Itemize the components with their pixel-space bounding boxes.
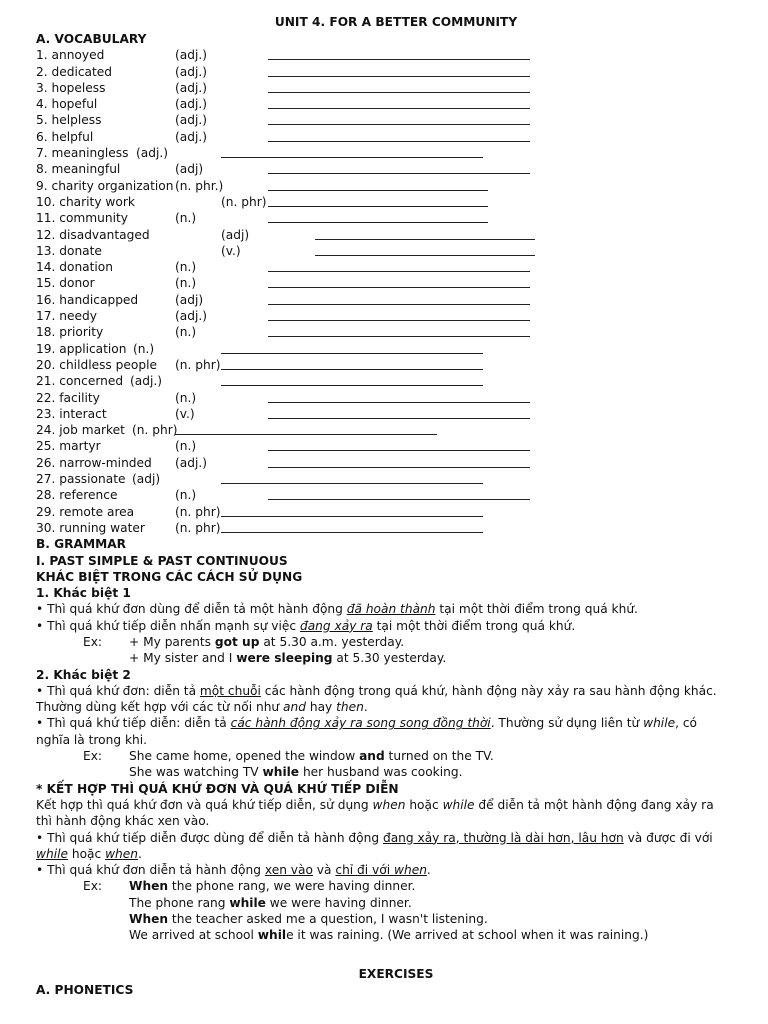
answer-blank[interactable]: [268, 292, 530, 305]
vocab-row: [36, 275, 736, 291]
spacer: [36, 944, 736, 966]
vocab-row: [36, 308, 736, 324]
vocab-row: [36, 259, 736, 275]
vocab-row: [36, 341, 736, 357]
vocab-pos: (adj): [132, 472, 161, 487]
vocab-word: 6. helpful: [36, 129, 94, 144]
vocab-pos: (n. phr): [221, 194, 267, 209]
vocab-pos: (adj.): [175, 80, 207, 95]
vocab-pos: (adj): [175, 292, 204, 307]
vocab-word: 1. annoyed: [36, 48, 105, 63]
vocab-pos: (n.): [175, 439, 197, 454]
vocab-heading: A. VOCABULARY: [36, 32, 147, 46]
vocab-pos: (v.): [221, 243, 241, 258]
vocab-row: [36, 47, 736, 63]
vocab-pos: (adj.): [175, 113, 207, 128]
vocab-pos: (v.): [175, 406, 195, 421]
answer-blank[interactable]: [268, 438, 530, 451]
combo-example-2: The phone rang while we were having dinner.: [129, 895, 412, 910]
vocab-pos: (adj.): [136, 146, 168, 161]
vocab-word: 18. priority: [36, 325, 104, 340]
vocab-list: [36, 47, 736, 536]
diff1-title: 1. Khác biệt 1: [36, 586, 131, 601]
vocab-pos: (n.): [175, 488, 197, 503]
vocab-pos: (adj.): [175, 97, 207, 112]
vocab-word: 19. application: [36, 341, 127, 356]
vocab-row: [36, 406, 736, 422]
answer-blank[interactable]: [268, 324, 530, 337]
answer-blank[interactable]: [268, 259, 530, 272]
diff1-example-2: + My sister and I were sleeping at 5.30 yesterday.: [129, 651, 447, 666]
vocab-word: 30. running water: [36, 520, 145, 535]
answer-blank[interactable]: [315, 243, 535, 256]
combo-title: * KẾT HỢP THÌ QUÁ KHỨ ĐƠN VÀ QUÁ KHỨ TIẾP DIỄN: [36, 781, 399, 796]
vocab-row: [36, 324, 736, 340]
vocab-word: 20. childless people: [36, 357, 157, 372]
vocab-row: [36, 390, 736, 406]
answer-blank[interactable]: [268, 406, 530, 419]
vocab-word: 21. concerned: [36, 374, 124, 389]
vocab-row: [36, 80, 736, 96]
vocab-word: 14. donation: [36, 260, 113, 275]
vocab-word: 10. charity work: [36, 194, 135, 209]
vocab-word: 22. facility: [36, 390, 100, 405]
answer-blank[interactable]: [221, 145, 483, 158]
combo-example-4: We arrived at school while it was raining. (We arrived at school when it was raining.): [129, 928, 649, 943]
vocab-pos: (adj): [175, 162, 204, 177]
answer-blank[interactable]: [268, 178, 488, 191]
vocab-word: 7. meaningless: [36, 146, 129, 161]
answer-blank[interactable]: [268, 275, 530, 288]
vocab-row: [36, 292, 736, 308]
vocab-word: 11. community: [36, 211, 128, 226]
vocab-word: 25. martyr: [36, 439, 101, 454]
answer-blank[interactable]: [221, 471, 483, 484]
vocab-row: [36, 438, 736, 454]
vocab-word: 4. hopeful: [36, 97, 98, 112]
vocab-word: 28. reference: [36, 488, 118, 503]
vocab-row: [36, 178, 736, 194]
diff2-bullet-2: • Thì quá khứ tiếp diễn: diễn tả các hành động xảy ra song song đồng thời. Thường sử dụng liên từ while, có nghĩa là trong khi.: [36, 716, 697, 747]
diff2-example-2: She was watching TV while her husband was cooking.: [129, 765, 463, 780]
vocab-word: 2. dedicated: [36, 64, 113, 79]
answer-blank[interactable]: [268, 112, 530, 125]
answer-blank[interactable]: [268, 64, 530, 77]
phonetics-heading: A. PHONETICS: [36, 982, 134, 997]
answer-blank[interactable]: [221, 520, 483, 533]
worksheet-page: [36, 14, 736, 998]
answer-blank[interactable]: [268, 129, 530, 142]
vocab-pos: (n. phr.): [175, 178, 224, 193]
vocab-row: [36, 455, 736, 471]
answer-blank[interactable]: [175, 422, 437, 435]
vocab-row: [36, 210, 736, 226]
answer-blank[interactable]: [268, 194, 488, 207]
vocab-word: 8. meaningful: [36, 162, 121, 177]
vocab-row: [36, 145, 736, 161]
vocab-row: [36, 96, 736, 112]
vocab-pos: (n.): [175, 211, 197, 226]
vocab-word: 16. handicapped: [36, 292, 139, 307]
answer-blank[interactable]: [268, 210, 488, 223]
vocab-row: [36, 373, 736, 389]
vocab-pos: (n.): [175, 325, 197, 340]
answer-blank[interactable]: [268, 308, 530, 321]
answer-blank[interactable]: [268, 161, 530, 174]
combo-example-1: Ex: When the phone rang, we were having dinner.: [83, 879, 416, 894]
vocab-pos: (n.): [175, 260, 197, 275]
answer-blank[interactable]: [221, 373, 483, 386]
vocab-pos: (n. phr): [175, 520, 221, 535]
vocab-pos: (n. phr): [175, 504, 221, 519]
answer-blank[interactable]: [268, 96, 530, 109]
diff1-example-1: Ex: + My parents got up at 5.30 a.m. yesterday.: [83, 634, 405, 649]
vocab-row: [36, 504, 736, 520]
vocab-pos: (n.): [175, 390, 197, 405]
vocab-pos: (adj.): [175, 455, 207, 470]
exercises-heading: EXERCISES: [358, 966, 434, 981]
vocab-pos: (n. phr): [132, 423, 178, 438]
vocab-row: [36, 471, 736, 487]
diff1-bullet-2: • Thì quá khứ tiếp diễn nhấn mạnh sự việc đang xảy ra tại một thời điểm trong quá khứ.: [36, 618, 576, 633]
answer-blank[interactable]: [268, 80, 530, 93]
answer-blank[interactable]: [221, 341, 483, 354]
vocab-word: 9. charity organization: [36, 178, 174, 193]
grammar-heading: B. GRAMMAR: [36, 537, 127, 552]
answer-blank[interactable]: [268, 487, 530, 500]
vocab-word: 3. hopeless: [36, 80, 106, 95]
vocab-word: 23. interact: [36, 406, 107, 421]
vocab-row: [36, 161, 736, 177]
vocab-pos: (n.): [175, 276, 197, 291]
combo-example-3: When the teacher asked me a question, I wasn't listening.: [129, 912, 488, 927]
combo-bullet-2: • Thì quá khứ đơn diễn tả hành động xen vào và chỉ đi với when.: [36, 863, 431, 878]
grammar-subheading-vn: KHÁC BIỆT TRONG CÁC CÁCH SỬ DỤNG: [36, 569, 303, 584]
vocab-row: [36, 357, 736, 373]
page-title: UNIT 4. FOR A BETTER COMMUNITY: [274, 15, 518, 29]
vocab-word: 26. narrow-minded: [36, 455, 152, 470]
answer-blank[interactable]: [221, 357, 483, 370]
vocab-row: [36, 487, 736, 503]
diff2-title: 2. Khác biệt 2: [36, 667, 131, 682]
vocab-pos: (adj.): [130, 374, 162, 389]
vocab-row: [36, 64, 736, 80]
vocab-word: 24. job market: [36, 423, 125, 438]
vocab-row: [36, 129, 736, 145]
answer-blank[interactable]: [268, 455, 530, 468]
answer-blank[interactable]: [268, 47, 530, 60]
vocab-row: [36, 227, 736, 243]
vocab-row: [36, 243, 736, 259]
diff2-bullet-1: • Thì quá khứ đơn: diễn tả một chuỗi các hành động trong quá khứ, hành động này xảy ra sau hành động khác. Thường dùng kết hợp với các từ nối như and hay then.: [36, 683, 717, 715]
vocab-pos: (adj.): [175, 48, 207, 63]
vocab-pos: (adj.): [175, 309, 207, 324]
vocab-row: [36, 112, 736, 128]
vocab-word: 17. needy: [36, 309, 97, 324]
vocab-word: 13. donate: [36, 243, 102, 258]
combo-intro: Kết hợp thì quá khứ đơn và quá khứ tiếp diễn, sử dụng when hoặc while để diễn tả một hành động đang xảy ra thì hành động khác xen vào.: [36, 797, 714, 829]
vocab-row: [36, 194, 736, 210]
diff2-example-1: Ex: She came home, opened the window and turned on the TV.: [83, 749, 494, 764]
vocab-pos: (n. phr): [175, 357, 221, 372]
vocab-word: 12. disadvantaged: [36, 227, 150, 242]
vocab-pos: (adj.): [175, 64, 207, 79]
answer-blank[interactable]: [221, 504, 483, 517]
vocab-pos: (adj): [221, 227, 250, 242]
answer-blank[interactable]: [268, 390, 530, 403]
vocab-row: [36, 422, 736, 438]
answer-blank[interactable]: [315, 227, 535, 240]
vocab-word: 29. remote area: [36, 504, 135, 519]
vocab-word: 5. helpless: [36, 113, 102, 128]
vocab-pos: (adj.): [175, 129, 207, 144]
vocab-pos: (n.): [133, 341, 155, 356]
vocab-row: [36, 520, 736, 536]
combo-bullet-1: • Thì quá khứ tiếp diễn được dùng để diễn tả hành động đang xảy ra, thường là dài hơn, lâu hơn và được đi với while hoặc when.: [36, 830, 713, 861]
vocab-word: 15. donor: [36, 276, 95, 291]
grammar-subheading: I. PAST SIMPLE & PAST CONTINUOUS: [36, 553, 288, 568]
vocab-word: 27. passionate: [36, 472, 126, 487]
diff1-bullet-1: • Thì quá khứ đơn dùng để diễn tả một hành động đã hoàn thành tại một thời điểm trong quá khứ.: [36, 602, 638, 617]
